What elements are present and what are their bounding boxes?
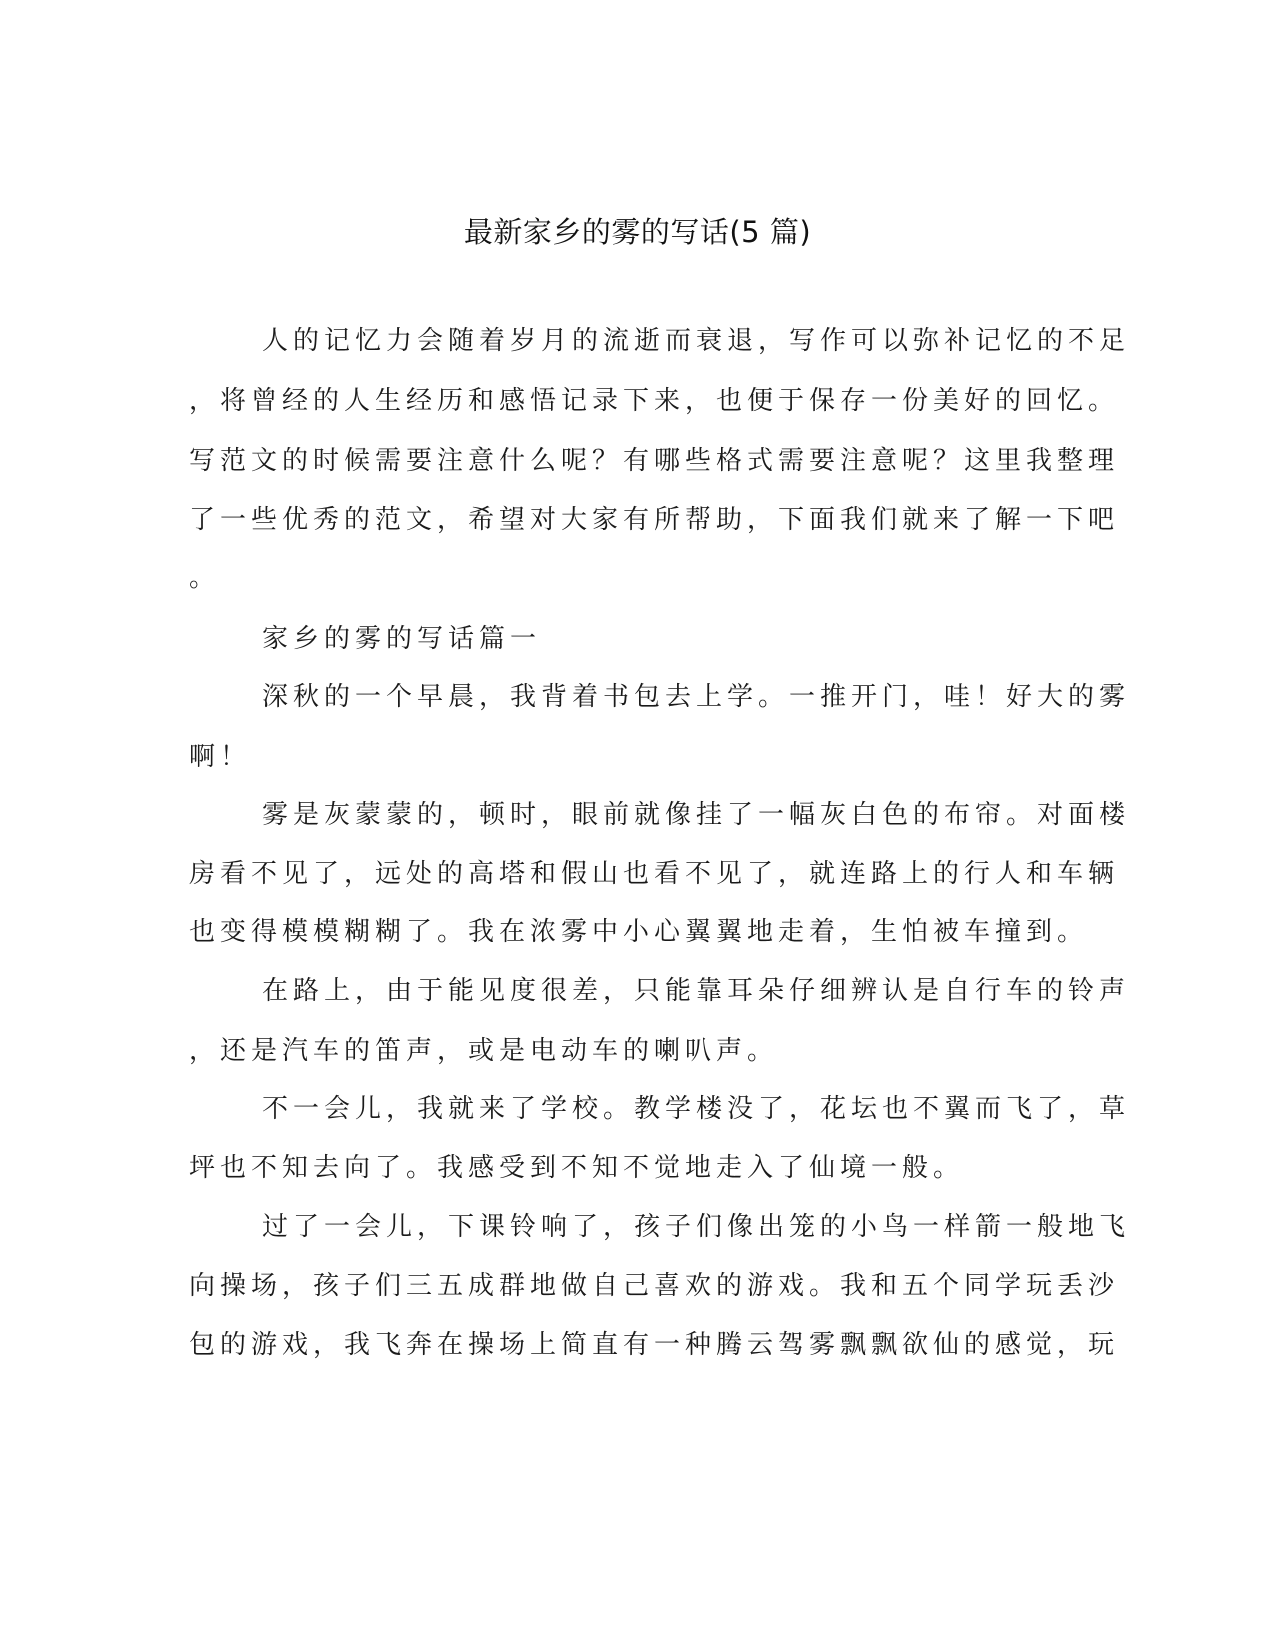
paragraph-line: 人的记忆力会随着岁月的流逝而衰退，写作可以弥补记忆的不足 [262, 326, 1131, 356]
paragraph-line: 坪也不知去向了。我感受到不知不觉地走入了仙境一般。 [189, 1153, 965, 1183]
section-heading: 家乡的雾的写话篇一 [262, 624, 542, 654]
paragraph-line: ，还是汽车的笛声，或是电动车的喇叭声。 [189, 1036, 779, 1066]
paragraph-line: 也变得模模糊糊了。我在浓雾中小心翼翼地走着，生怕被车撞到。 [189, 917, 1089, 947]
paragraph-line: ，将曾经的人生经历和感悟记录下来，也便于保存一份美好的回忆。 [189, 386, 1120, 416]
paragraph-line: 房看不见了，远处的高塔和假山也看不见了，就连路上的行人和车辆 [189, 859, 1120, 889]
paragraph-line: 雾是灰蒙蒙的，顿时，眼前就像挂了一幅灰白色的布帘。对面楼 [262, 800, 1131, 830]
paragraph-line: 过了一会儿，下课铃响了，孩子们像出笼的小鸟一样箭一般地飞 [262, 1212, 1131, 1242]
paragraph-line: 深秋的一个早晨，我背着书包去上学。一推开门，哇！好大的雾 [262, 682, 1131, 712]
paragraph-line: 包的游戏，我飞奔在操场上简直有一种腾云驾雾飘飘欲仙的感觉，玩 [189, 1330, 1120, 1360]
paragraph-line: 不一会儿，我就来了学校。教学楼没了，花坛也不翼而飞了，草 [262, 1094, 1131, 1124]
paragraph-line: 写范文的时候需要注意什么呢？有哪些格式需要注意呢？这里我整理 [189, 446, 1120, 476]
paragraph-line: 。 [189, 563, 221, 593]
paragraph-line: 了一些优秀的范文，希望对大家有所帮助，下面我们就来了解一下吧 [189, 505, 1120, 535]
paragraph-line: 啊！ [189, 742, 252, 772]
paragraph-line: 在路上，由于能见度很差，只能靠耳朵仔细辨认是自行车的铃声 [262, 976, 1131, 1006]
document-title: 最新家乡的雾的写话(5 篇) [463, 215, 812, 249]
paragraph-line: 向操场，孩子们三五成群地做自己喜欢的游戏。我和五个同学玩丢沙 [189, 1271, 1120, 1301]
